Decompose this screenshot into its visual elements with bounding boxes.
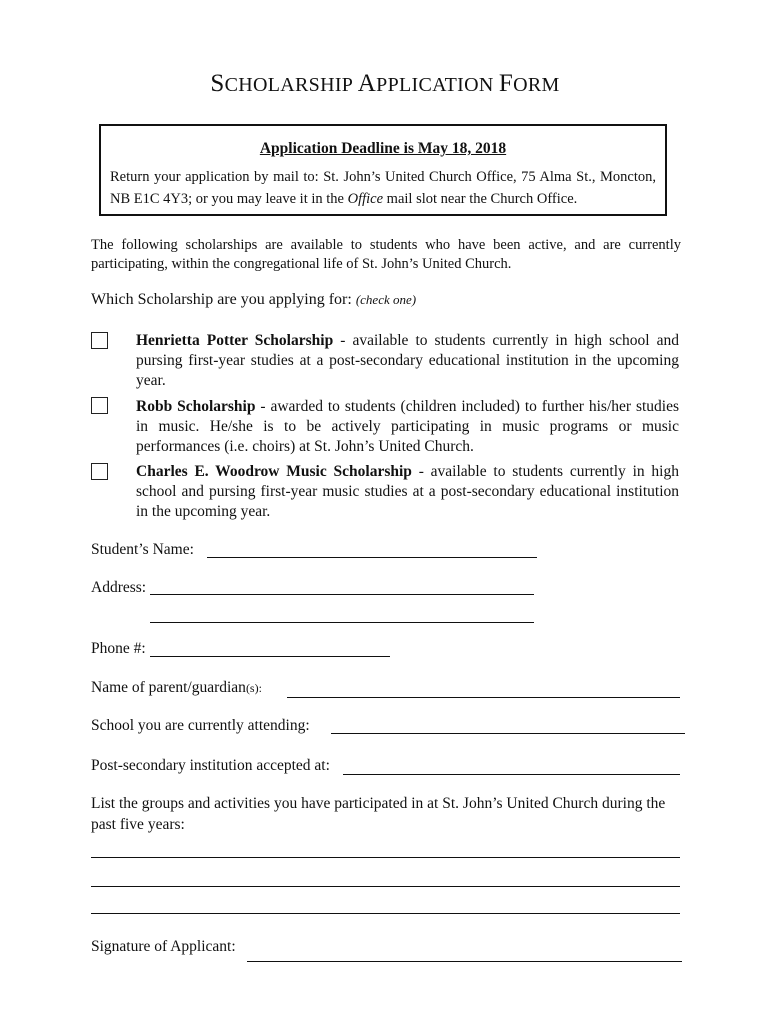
address-field-1[interactable]: [152, 575, 532, 593]
deadline-instructions: [110, 166, 656, 210]
option-description: - available to students currently in high school and pursing first-year studies at a post-secondary educational institution in the upcoming year.: [136, 332, 679, 389]
scholarship-question: [91, 291, 416, 309]
post-secondary-field[interactable]: [345, 755, 678, 773]
address-label: Address:: [91, 579, 147, 596]
parent-line: [287, 697, 680, 698]
groups-line-3: [91, 913, 680, 914]
parent-field[interactable]: [289, 678, 678, 696]
option-name: Robb Scholarship: [136, 398, 256, 415]
checkbox-henrietta-potter[interactable]: [91, 332, 108, 349]
signature-field[interactable]: [249, 942, 680, 960]
phone-label: Phone #:: [91, 640, 146, 657]
phone-line: [150, 656, 390, 657]
form-title: [0, 70, 770, 98]
option-charles-woodrow: [136, 462, 679, 522]
school-label: School you are currently attending:: [91, 717, 310, 734]
deadline-text-part1: Return your application by mail to: St. John’s United Church Office, 75 Alma St., Moncton, NB E1C 4Y3; or you may leave it in the: [110, 169, 656, 207]
option-description: - available to students currently in high school and pursing first-year music studies at a post-secondary educational institution in the upcoming year.: [136, 463, 679, 520]
title-rest-2: PPLICATION: [376, 74, 494, 96]
post-secondary-label: Post-secondary institution accepted at:: [91, 757, 330, 774]
phone-field[interactable]: [152, 637, 388, 655]
signature-label: Signature of Applicant:: [91, 938, 236, 955]
school-field[interactable]: [333, 714, 683, 732]
school-line: [331, 733, 685, 734]
title-initial-1: S: [210, 70, 225, 97]
post-secondary-line: [343, 774, 680, 775]
parent-label-text: Name of parent/guardian: [91, 679, 246, 696]
deadline-heading: Application Deadline is May 18, 2018: [259, 140, 507, 157]
student-name-field[interactable]: [209, 538, 535, 556]
groups-question: List the groups and activities you have participated in at St. John’s United Church during the past five years:: [91, 795, 666, 833]
student-name-label: Student’s Name:: [91, 541, 194, 558]
student-name-line: [207, 557, 537, 558]
groups-line-1: [91, 857, 680, 858]
option-description: - awarded to students (children included) to further his/her studies in music. He/she is to be actively participating in music programs or music performances (i.e. choirs) at St. John’s United Church.: [136, 398, 679, 455]
checkbox-charles-woodrow[interactable]: [91, 463, 108, 480]
option-henrietta-potter: [136, 331, 679, 391]
signature-line: [247, 961, 682, 962]
title-rest-1: CHOLARSHIP: [224, 74, 353, 96]
option-name: Charles E. Woodrow Music Scholarship: [136, 463, 412, 480]
intro-paragraph: The following scholarships are available to students who have been active, and are currently participating, within the congregational life of St. John’s United Church.: [91, 237, 681, 272]
parent-label-suffix: (s):: [245, 681, 262, 695]
question-hint: (check one): [355, 292, 417, 307]
groups-field-1[interactable]: [93, 838, 678, 856]
option-name: Henrietta Potter Scholarship: [136, 332, 334, 349]
address-line-1: [150, 594, 534, 595]
deadline-box: [99, 124, 667, 216]
title-initial-2: A: [357, 70, 377, 97]
address-field-2[interactable]: [152, 603, 532, 621]
deadline-text-part2: mail slot near the Church Office.: [383, 191, 578, 207]
title-initial-3: F: [498, 70, 514, 97]
question-label: Which Scholarship are you applying for:: [91, 291, 352, 308]
title-rest-3: ORM: [513, 74, 560, 96]
groups-line-2: [91, 886, 680, 887]
groups-field-3[interactable]: [93, 894, 678, 912]
address-line-2: [150, 622, 534, 623]
parent-label: [91, 679, 262, 697]
groups-field-2[interactable]: [93, 867, 678, 885]
checkbox-robb[interactable]: [91, 397, 108, 414]
option-robb: [136, 397, 679, 457]
deadline-text-italic: Office: [347, 191, 384, 207]
